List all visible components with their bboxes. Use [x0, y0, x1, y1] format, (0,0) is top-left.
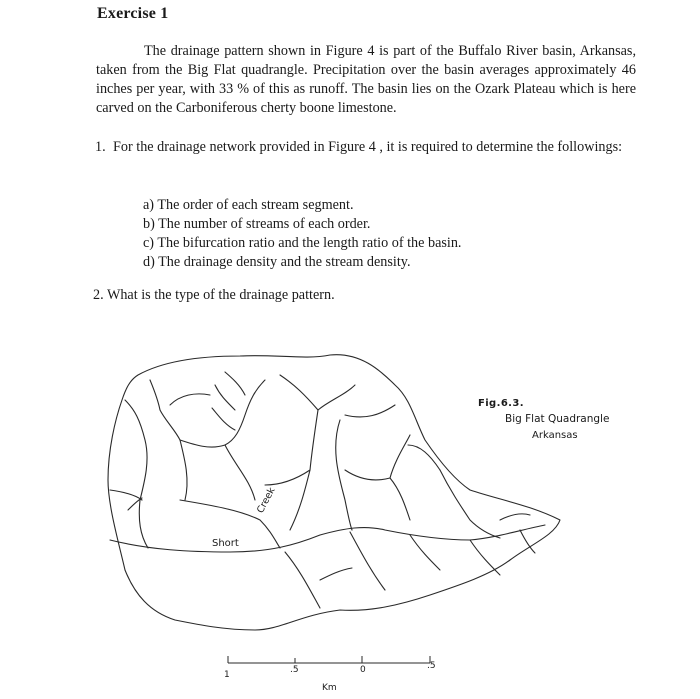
tributary	[125, 400, 148, 548]
figure-subtitle-quadrangle: Big Flat Quadrangle	[505, 413, 610, 425]
question-1-number: 1.	[95, 139, 106, 155]
tributary	[170, 394, 210, 405]
map-label-short: Short	[212, 538, 239, 549]
scale-tick-label: 1	[224, 670, 230, 680]
tributary	[408, 445, 440, 470]
question-2-number: 2.	[93, 287, 104, 303]
tributary	[265, 470, 310, 485]
scale-bar	[228, 656, 430, 663]
subitem-label: b)	[143, 216, 155, 232]
tributary	[150, 380, 180, 440]
subitem-text: The order of each stream segment.	[157, 197, 354, 213]
tributary	[440, 470, 500, 538]
tributary	[180, 380, 265, 447]
tributary	[180, 440, 187, 500]
subitem-text: The number of streams of each order.	[158, 216, 371, 232]
scale-tick-label: .5	[427, 661, 436, 671]
tributary	[336, 420, 352, 530]
tributary	[520, 530, 535, 553]
tributary	[470, 540, 500, 575]
tributary	[410, 535, 440, 570]
tributary	[290, 410, 318, 530]
subitem-text: The drainage density and the stream density.	[158, 254, 411, 270]
tributary	[345, 470, 390, 480]
basin-boundary	[108, 355, 560, 630]
subitem-label: c)	[143, 235, 155, 251]
tributary	[110, 490, 142, 500]
tributary	[390, 435, 410, 478]
figure-subtitle-state: Arkansas	[532, 430, 578, 441]
tributary	[320, 568, 352, 580]
scale-tick-label: 0	[360, 665, 366, 675]
tributary	[390, 478, 410, 520]
tributary	[345, 405, 395, 417]
question-2-text: What is the type of the drainage pattern.	[106, 287, 335, 303]
tributary	[280, 375, 318, 410]
tributary	[212, 408, 235, 430]
figure-caption: Fig.6.3.	[478, 398, 524, 409]
scale-unit: Km	[322, 683, 337, 693]
subitem-label: d)	[143, 254, 155, 270]
tributary	[225, 445, 255, 500]
main-stream	[110, 525, 545, 552]
subitem-label: a)	[143, 197, 155, 213]
subitem-text: The bifurcation ratio and the length ratio of the basin.	[157, 235, 462, 251]
tributary	[285, 552, 320, 608]
scale-tick-label: .5	[290, 665, 299, 675]
tributary	[225, 372, 245, 395]
intro-text: The drainage pattern shown in Figure 4 is part of the Buffalo River basin, Arkansas, taken from the Big Flat quadrangle. Precipitation over the basin averages approximately 46 inches per year, with 33 % of this as runoff. The basin lies on the Ozark Plateau which is here carved on the Carboniferous cherty boone limestone.	[96, 43, 636, 116]
exercise-title: Exercise 1	[97, 5, 169, 22]
tributary	[318, 385, 355, 410]
tributary	[215, 385, 235, 410]
question-1-text: For the drainage network provided in Figure 4 , it is required to determine the followings:	[113, 139, 623, 155]
tributary	[350, 532, 385, 590]
tributary	[500, 514, 530, 520]
map-label-creek: Creek	[255, 485, 278, 516]
